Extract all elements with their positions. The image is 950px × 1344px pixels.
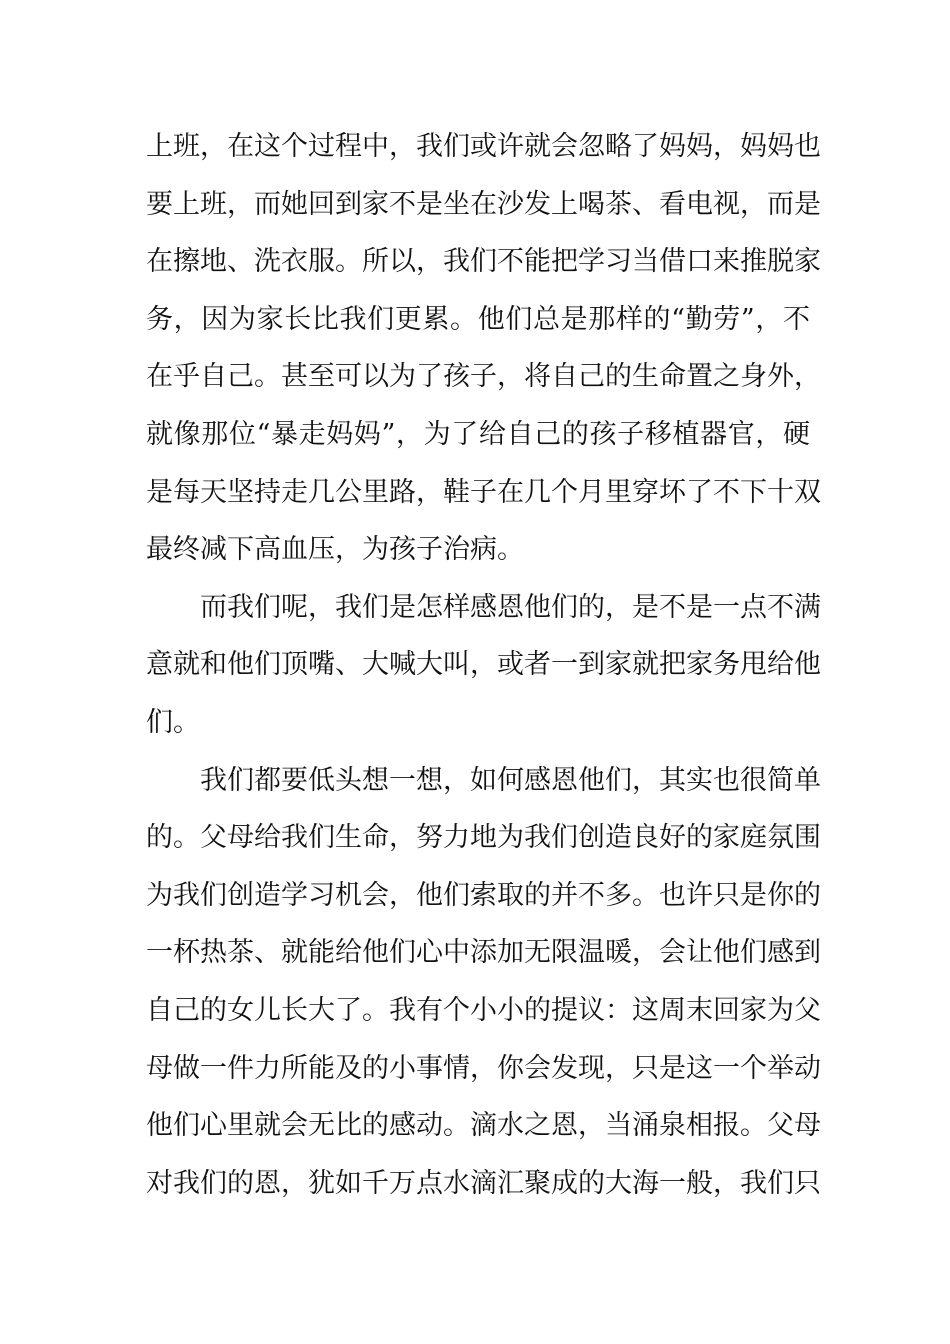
text-line: 意就和他们顶嘴、大喊大叫，或者一到家就把家务甩给他 [146,649,821,681]
text-line: 一杯热茶、就能给他们心中添加无限温暖，会让他们感到 [146,937,821,969]
text-line: 为我们创造学习机会，他们索取的并不多。也许只是你的 [146,879,821,911]
text-line: 的。父母给我们生命，努力地为我们创造良好的家庭氛围 [146,822,821,854]
text-line: 务，因为家长比我们更累。他们总是那样的“勤劳”，不 [146,303,810,335]
paragraph-2 [146,579,821,752]
text-line: 最终减下高血压，为孩子治病。 [146,534,524,566]
text-line: 在乎自己。甚至可以为了孩子，将自己的生命置之身外， [146,361,821,393]
text-line: 要上班，而她回到家不是坐在沙发上喝茶、看电视，而是 [146,188,821,220]
text-line: 自己的女儿长大了。我有个小小的提议：这周末回家为父 [146,994,821,1026]
body-text [146,118,821,1212]
text-line: 对我们的恩，犹如千万点水滴汇聚成的大海一般，我们只 [146,1167,821,1199]
text-line: 我们都要低头想一想，如何感恩他们，其实也很简单 [200,764,821,796]
text-line: 是每天坚持走几公里路，鞋子在几个月里穿坏了不下十双 [146,476,821,508]
text-line: 他们心里就会无比的感动。滴水之恩，当涌泉相报。父母 [146,1110,821,1142]
paragraph-1 [146,118,821,579]
text-line: 在擦地、洗衣服。所以，我们不能把学习当借口来推脱家 [146,246,821,278]
text-line: 而我们呢，我们是怎样感恩他们的，是不是一点不满 [200,591,821,623]
paragraph-3 [146,752,821,1213]
text-line: 母做一件力所能及的小事情，你会发现，只是这一个举动 [146,1052,821,1084]
text-line: 就像那位“暴走妈妈”，为了给自己的孩子移植器官，硬 [146,418,810,450]
text-line: 们。 [146,706,200,738]
text-line: 上班，在这个过程中，我们或许就会忽略了妈妈，妈妈也 [146,131,821,162]
